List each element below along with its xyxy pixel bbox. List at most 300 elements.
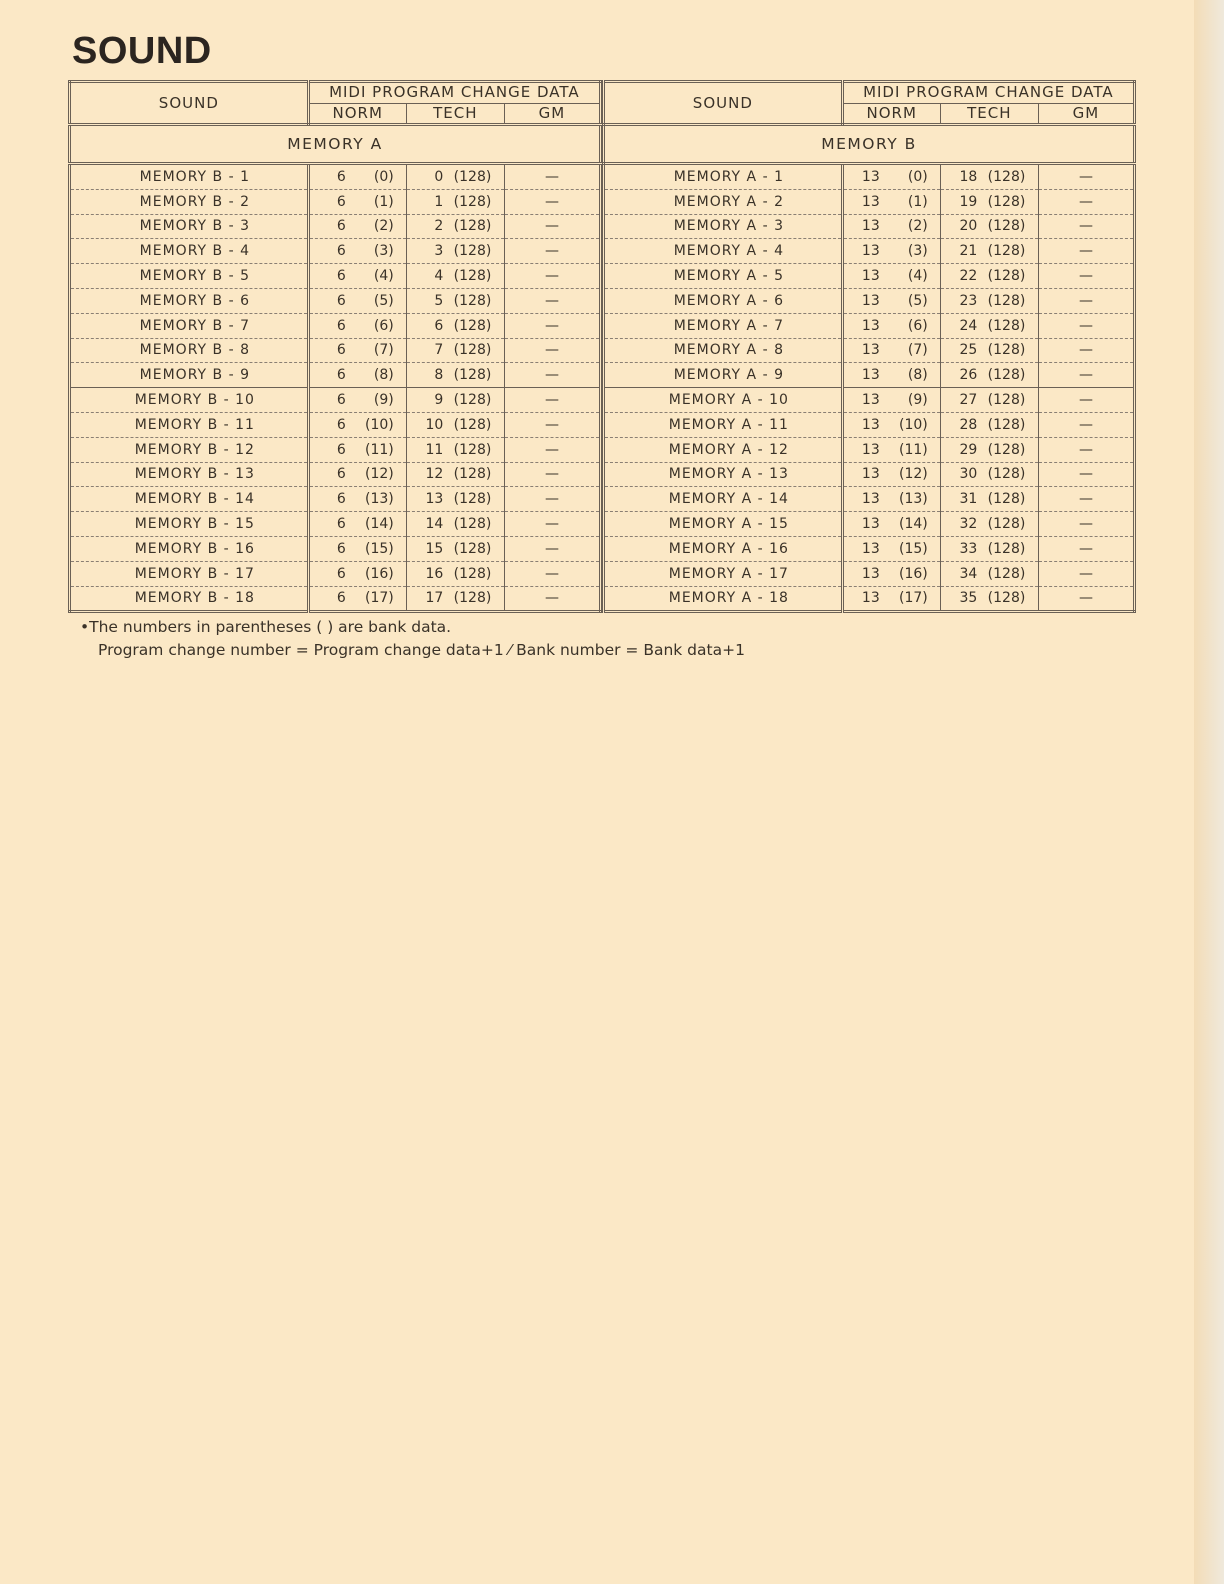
gm-cell: — — [504, 264, 600, 289]
gm-cell: — — [504, 536, 600, 561]
tech-cell-bank: (128) — [987, 590, 1026, 607]
gm-cell: — — [1038, 338, 1134, 363]
norm-cell — [308, 288, 406, 313]
header-tech: TECH — [406, 103, 504, 125]
header-midi-program-change-data: MIDI PROGRAM CHANGE DATA — [842, 82, 1134, 104]
gm-cell: — — [504, 313, 600, 338]
table-row — [70, 313, 601, 338]
tech-cell-program: 6 — [434, 317, 444, 334]
page-edge — [1194, 0, 1224, 1584]
norm-cell-program: 13 — [861, 292, 880, 309]
tech-cell — [940, 462, 1038, 487]
norm-cell-bank: (0) — [373, 168, 394, 185]
tech-cell — [940, 536, 1038, 561]
tech-cell-program: 31 — [959, 491, 978, 508]
table-row — [70, 288, 601, 313]
sound-name-cell: MEMORY B - 12 — [70, 437, 309, 462]
norm-cell — [842, 561, 940, 586]
tech-cell-program: 35 — [959, 590, 978, 607]
gm-cell: — — [1038, 264, 1134, 289]
norm-cell-program: 13 — [861, 193, 880, 210]
table-row — [604, 561, 1135, 586]
right-sound-table — [602, 80, 1136, 613]
tech-cell — [940, 338, 1038, 363]
tech-cell-program: 27 — [959, 392, 978, 409]
norm-cell-program: 6 — [336, 540, 346, 557]
tech-cell-program: 7 — [434, 342, 444, 359]
gm-cell: — — [504, 363, 600, 388]
tech-cell — [406, 536, 504, 561]
norm-cell-bank: (14) — [364, 516, 394, 533]
norm-cell — [308, 239, 406, 264]
sound-name-cell: MEMORY A - 6 — [604, 288, 843, 313]
norm-cell-bank: (4) — [373, 268, 394, 285]
norm-cell — [842, 437, 940, 462]
tech-cell-bank: (128) — [987, 317, 1026, 334]
tech-cell-program: 30 — [959, 466, 978, 483]
table-row — [604, 412, 1135, 437]
table-row — [70, 536, 601, 561]
table-row — [604, 363, 1135, 388]
tech-cell-program: 4 — [434, 268, 444, 285]
gm-cell: — — [504, 288, 600, 313]
gm-cell: — — [1038, 189, 1134, 214]
sound-name-cell: MEMORY B - 5 — [70, 264, 309, 289]
tech-cell-bank: (128) — [987, 565, 1026, 582]
norm-cell-bank: (8) — [907, 367, 928, 384]
norm-cell-bank: (13) — [898, 491, 928, 508]
gm-cell: — — [504, 512, 600, 537]
tech-cell — [940, 412, 1038, 437]
norm-cell-bank: (6) — [373, 317, 394, 334]
tech-cell-bank: (128) — [453, 540, 492, 557]
tech-cell — [406, 189, 504, 214]
norm-cell — [842, 536, 940, 561]
norm-cell-bank: (14) — [898, 516, 928, 533]
norm-cell-bank: (9) — [373, 392, 394, 409]
gm-cell: — — [1038, 561, 1134, 586]
tech-cell-bank: (128) — [453, 218, 492, 235]
gm-cell: — — [1038, 388, 1134, 413]
norm-cell-bank: (16) — [898, 565, 928, 582]
table-row — [604, 189, 1135, 214]
norm-cell-program: 13 — [861, 491, 880, 508]
norm-cell-program: 6 — [336, 565, 346, 582]
norm-cell-bank: (5) — [373, 292, 394, 309]
table-row — [70, 487, 601, 512]
tech-cell-program: 15 — [425, 540, 444, 557]
left-sound-table — [68, 80, 602, 613]
notes — [80, 616, 745, 662]
norm-cell-program: 13 — [861, 441, 880, 458]
norm-cell-bank: (11) — [898, 441, 928, 458]
norm-cell-bank: (0) — [907, 168, 928, 185]
tech-cell-program: 21 — [959, 243, 978, 260]
sound-name-cell: MEMORY A - 10 — [604, 388, 843, 413]
norm-cell — [842, 189, 940, 214]
tables-container — [68, 80, 1136, 613]
tech-cell-program: 20 — [959, 218, 978, 235]
tech-cell-bank: (128) — [987, 516, 1026, 533]
right-table-wrap — [602, 80, 1136, 613]
sound-name-cell: MEMORY A - 9 — [604, 363, 843, 388]
norm-cell — [308, 512, 406, 537]
tech-cell-bank: (128) — [987, 342, 1026, 359]
tech-cell-bank: (128) — [987, 367, 1026, 384]
table-row — [604, 313, 1135, 338]
norm-cell — [308, 561, 406, 586]
tech-cell — [940, 487, 1038, 512]
norm-cell-bank: (15) — [364, 540, 394, 557]
page-title: SOUND — [72, 30, 212, 72]
tech-cell — [406, 214, 504, 239]
gm-cell: — — [1038, 536, 1134, 561]
tech-cell-bank: (128) — [453, 416, 492, 433]
norm-cell-bank: (13) — [364, 491, 394, 508]
tech-cell — [406, 487, 504, 512]
note-line-1: •The numbers in parentheses ( ) are bank data. — [80, 618, 452, 636]
table-row — [70, 586, 601, 612]
tech-cell-program: 10 — [425, 416, 444, 433]
norm-cell-program: 13 — [861, 565, 880, 582]
norm-cell — [842, 412, 940, 437]
tech-cell-bank: (128) — [453, 392, 492, 409]
norm-cell — [842, 214, 940, 239]
norm-cell-program: 6 — [336, 342, 346, 359]
norm-cell — [308, 164, 406, 190]
tech-cell-program: 5 — [434, 292, 444, 309]
table-row — [70, 239, 601, 264]
sound-name-cell: MEMORY B - 11 — [70, 412, 309, 437]
tech-cell — [940, 313, 1038, 338]
tech-cell-program: 0 — [434, 168, 444, 185]
gm-cell: — — [1038, 512, 1134, 537]
gm-cell: — — [504, 487, 600, 512]
tech-cell-program: 17 — [425, 590, 444, 607]
norm-cell-bank: (2) — [373, 218, 394, 235]
tech-cell-program: 22 — [959, 268, 978, 285]
norm-cell-program: 6 — [336, 441, 346, 458]
gm-cell: — — [504, 189, 600, 214]
tech-cell-program: 18 — [959, 168, 978, 185]
tech-cell-bank: (128) — [453, 516, 492, 533]
table-row — [70, 338, 601, 363]
norm-cell-bank: (4) — [907, 268, 928, 285]
norm-cell — [842, 164, 940, 190]
tech-cell-bank: (128) — [453, 466, 492, 483]
tech-cell-program: 8 — [434, 367, 444, 384]
tech-cell — [940, 561, 1038, 586]
sound-name-cell: MEMORY A - 4 — [604, 239, 843, 264]
table-row — [604, 338, 1135, 363]
table-row — [604, 388, 1135, 413]
tech-cell-bank: (128) — [453, 243, 492, 260]
tech-cell-program: 3 — [434, 243, 444, 260]
norm-cell-bank: (3) — [907, 243, 928, 260]
norm-cell-program: 6 — [336, 243, 346, 260]
norm-cell-program: 6 — [336, 491, 346, 508]
norm-cell — [308, 189, 406, 214]
norm-cell — [842, 264, 940, 289]
norm-cell-bank: (12) — [898, 466, 928, 483]
norm-cell-program: 13 — [861, 590, 880, 607]
table-row — [70, 214, 601, 239]
norm-cell-bank: (10) — [898, 416, 928, 433]
table-row — [604, 214, 1135, 239]
sound-name-cell: MEMORY A - 2 — [604, 189, 843, 214]
gm-cell: — — [1038, 462, 1134, 487]
sound-name-cell: MEMORY A - 5 — [604, 264, 843, 289]
gm-cell: — — [504, 412, 600, 437]
tech-cell-program: 33 — [959, 540, 978, 557]
norm-cell-bank: (6) — [907, 317, 928, 334]
gm-cell: — — [1038, 313, 1134, 338]
sound-name-cell: MEMORY B - 10 — [70, 388, 309, 413]
norm-cell-bank: (15) — [898, 540, 928, 557]
norm-cell — [842, 388, 940, 413]
norm-cell-program: 13 — [861, 466, 880, 483]
gm-cell: — — [1038, 288, 1134, 313]
header-gm: GM — [1038, 103, 1134, 125]
table-row — [604, 462, 1135, 487]
table-row — [70, 363, 601, 388]
sound-name-cell: MEMORY B - 4 — [70, 239, 309, 264]
tech-cell-bank: (128) — [987, 168, 1026, 185]
sound-name-cell: MEMORY B - 18 — [70, 586, 309, 612]
tech-cell-bank: (128) — [987, 218, 1026, 235]
tech-cell — [940, 586, 1038, 612]
tech-cell-program: 23 — [959, 292, 978, 309]
norm-cell — [308, 214, 406, 239]
header-sound: SOUND — [70, 82, 309, 125]
gm-cell: — — [504, 239, 600, 264]
table-row — [70, 561, 601, 586]
norm-cell-bank: (17) — [898, 590, 928, 607]
tech-cell — [406, 264, 504, 289]
norm-cell-program: 6 — [336, 193, 346, 210]
norm-cell-program: 13 — [861, 317, 880, 334]
tech-cell — [406, 313, 504, 338]
sound-name-cell: MEMORY B - 8 — [70, 338, 309, 363]
tech-cell-bank: (128) — [987, 392, 1026, 409]
table-row — [70, 189, 601, 214]
sound-name-cell: MEMORY A - 18 — [604, 586, 843, 612]
table-row — [70, 388, 601, 413]
gm-cell: — — [504, 437, 600, 462]
table-row — [604, 264, 1135, 289]
norm-cell-program: 6 — [336, 168, 346, 185]
table-row — [70, 412, 601, 437]
norm-cell-bank: (7) — [907, 342, 928, 359]
norm-cell-bank: (1) — [373, 193, 394, 210]
sound-name-cell: MEMORY B - 9 — [70, 363, 309, 388]
norm-cell-program: 6 — [336, 218, 346, 235]
sound-name-cell: MEMORY A - 1 — [604, 164, 843, 190]
table-row — [604, 437, 1135, 462]
header-norm: NORM — [308, 103, 406, 125]
norm-cell-bank: (1) — [907, 193, 928, 210]
norm-cell-program: 13 — [861, 392, 880, 409]
tech-cell-program: 11 — [425, 441, 444, 458]
table-row — [70, 264, 601, 289]
norm-cell — [308, 264, 406, 289]
norm-cell — [308, 388, 406, 413]
table-row — [604, 512, 1135, 537]
sound-name-cell: MEMORY A - 13 — [604, 462, 843, 487]
tech-cell-program: 34 — [959, 565, 978, 582]
sound-name-cell: MEMORY A - 16 — [604, 536, 843, 561]
norm-cell — [308, 363, 406, 388]
tech-cell-program: 28 — [959, 416, 978, 433]
norm-cell-program: 6 — [336, 292, 346, 309]
header-norm: NORM — [842, 103, 940, 125]
norm-cell-program: 13 — [861, 367, 880, 384]
tech-cell-program: 14 — [425, 516, 444, 533]
tech-cell — [406, 288, 504, 313]
norm-cell-bank: (5) — [907, 292, 928, 309]
tech-cell-program: 19 — [959, 193, 978, 210]
norm-cell-program: 13 — [861, 243, 880, 260]
sound-name-cell: MEMORY A - 14 — [604, 487, 843, 512]
norm-cell-program: 13 — [861, 168, 880, 185]
sound-name-cell: MEMORY A - 15 — [604, 512, 843, 537]
sound-name-cell: MEMORY A - 11 — [604, 412, 843, 437]
gm-cell: — — [504, 462, 600, 487]
gm-cell: — — [1038, 487, 1134, 512]
tech-cell — [940, 288, 1038, 313]
tech-cell-bank: (128) — [453, 317, 492, 334]
sound-name-cell: MEMORY B - 1 — [70, 164, 309, 190]
tech-cell-bank: (128) — [453, 292, 492, 309]
sound-name-cell: MEMORY B - 2 — [70, 189, 309, 214]
sound-name-cell: MEMORY A - 12 — [604, 437, 843, 462]
tech-cell — [940, 363, 1038, 388]
norm-cell — [308, 462, 406, 487]
table-row — [604, 288, 1135, 313]
norm-cell — [308, 338, 406, 363]
tech-cell-program: 13 — [425, 491, 444, 508]
norm-cell-program: 6 — [336, 590, 346, 607]
tech-cell — [406, 462, 504, 487]
sound-name-cell: MEMORY A - 3 — [604, 214, 843, 239]
tech-cell-bank: (128) — [987, 268, 1026, 285]
tech-cell — [940, 264, 1038, 289]
norm-cell-program: 6 — [336, 416, 346, 433]
tech-cell — [940, 437, 1038, 462]
norm-cell — [842, 487, 940, 512]
tech-cell-program: 24 — [959, 317, 978, 334]
norm-cell — [842, 288, 940, 313]
tech-cell-bank: (128) — [987, 466, 1026, 483]
header-gm: GM — [504, 103, 600, 125]
norm-cell — [842, 363, 940, 388]
gm-cell: — — [504, 214, 600, 239]
norm-cell-bank: (9) — [907, 392, 928, 409]
norm-cell-bank: (16) — [364, 565, 394, 582]
table-row — [604, 487, 1135, 512]
tech-cell-bank: (128) — [453, 268, 492, 285]
gm-cell: — — [504, 338, 600, 363]
norm-cell-bank: (7) — [373, 342, 394, 359]
table-row — [70, 164, 601, 190]
norm-cell — [842, 512, 940, 537]
norm-cell — [308, 313, 406, 338]
sound-name-cell: MEMORY B - 13 — [70, 462, 309, 487]
tech-cell-bank: (128) — [987, 243, 1026, 260]
sound-name-cell: MEMORY B - 6 — [70, 288, 309, 313]
sound-name-cell: MEMORY A - 7 — [604, 313, 843, 338]
sound-name-cell: MEMORY A - 17 — [604, 561, 843, 586]
tech-cell — [940, 239, 1038, 264]
tech-cell — [406, 512, 504, 537]
gm-cell: — — [504, 388, 600, 413]
sound-name-cell: MEMORY B - 7 — [70, 313, 309, 338]
tech-cell-program: 29 — [959, 441, 978, 458]
header-sound: SOUND — [604, 82, 843, 125]
note-line-2: Program change number = Program change data+1 ⁄ Bank number = Bank data+1 — [98, 641, 745, 659]
header-tech: TECH — [940, 103, 1038, 125]
gm-cell: — — [1038, 363, 1134, 388]
tech-cell — [406, 561, 504, 586]
table-row — [70, 462, 601, 487]
tech-cell-bank: (128) — [453, 491, 492, 508]
tech-cell-program: 2 — [434, 218, 444, 235]
norm-cell — [308, 437, 406, 462]
norm-cell — [842, 462, 940, 487]
section-label: MEMORY B — [604, 125, 1135, 164]
norm-cell-program: 6 — [336, 317, 346, 334]
tech-cell-bank: (128) — [987, 416, 1026, 433]
norm-cell-program: 6 — [336, 392, 346, 409]
norm-cell-program: 13 — [861, 342, 880, 359]
tech-cell-bank: (128) — [453, 441, 492, 458]
table-row — [604, 239, 1135, 264]
tech-cell — [940, 388, 1038, 413]
tech-cell — [940, 214, 1038, 239]
gm-cell: — — [1038, 586, 1134, 612]
table-row — [604, 536, 1135, 561]
table-row — [604, 164, 1135, 190]
sound-name-cell: MEMORY B - 14 — [70, 487, 309, 512]
gm-cell: — — [1038, 437, 1134, 462]
norm-cell-program: 6 — [336, 516, 346, 533]
tech-cell-bank: (128) — [453, 193, 492, 210]
left-table-wrap — [68, 80, 602, 613]
tech-cell-program: 1 — [434, 193, 444, 210]
norm-cell — [308, 487, 406, 512]
norm-cell-bank: (3) — [373, 243, 394, 260]
norm-cell-program: 6 — [336, 466, 346, 483]
tech-cell-program: 12 — [425, 466, 444, 483]
tech-cell-program: 9 — [434, 392, 444, 409]
norm-cell-program: 13 — [861, 268, 880, 285]
sound-name-cell: MEMORY B - 16 — [70, 536, 309, 561]
tech-cell-bank: (128) — [987, 292, 1026, 309]
tech-cell-bank: (128) — [453, 565, 492, 582]
tech-cell-bank: (128) — [987, 441, 1026, 458]
norm-cell-program: 6 — [336, 367, 346, 384]
gm-cell: — — [1038, 214, 1134, 239]
sound-name-cell: MEMORY B - 17 — [70, 561, 309, 586]
section-label: MEMORY A — [70, 125, 601, 164]
norm-cell-bank: (8) — [373, 367, 394, 384]
tech-cell — [406, 239, 504, 264]
tech-cell-bank: (128) — [987, 540, 1026, 557]
header-midi-program-change-data: MIDI PROGRAM CHANGE DATA — [308, 82, 600, 104]
tech-cell-bank: (128) — [453, 367, 492, 384]
gm-cell: — — [1038, 164, 1134, 190]
gm-cell: — — [504, 164, 600, 190]
